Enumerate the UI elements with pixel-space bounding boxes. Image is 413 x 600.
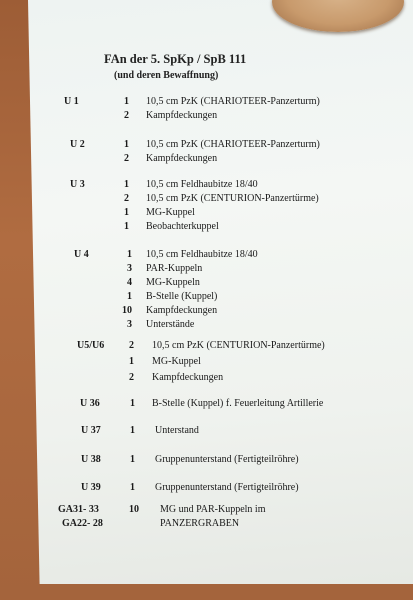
armament-item — [0, 179, 413, 192]
armament-item — [0, 277, 413, 290]
armament-item — [0, 110, 413, 123]
armament-item — [0, 207, 413, 220]
unit-code: U 4 — [74, 249, 89, 260]
armament-quantity: 10 — [122, 305, 132, 316]
armament-quantity: 1 — [124, 179, 129, 190]
armament-description: PAR-Kuppeln — [146, 263, 203, 274]
armament-description: 10,5 cm PzK (CHARIOTEER-Panzerturm) — [146, 139, 320, 150]
armament-item — [0, 372, 413, 385]
unit-code: U 37 — [81, 425, 101, 436]
armament-description: Kampfdeckungen — [152, 372, 224, 383]
unit-code: U 39 — [81, 482, 101, 493]
unit-code: U5/U6 — [77, 340, 105, 351]
unit-code: U 38 — [81, 454, 101, 465]
armament-item — [0, 454, 413, 467]
armament-quantity: 1 — [130, 454, 135, 465]
armament-quantity: 2 — [124, 153, 129, 164]
armament-description: Kampfdeckungen — [146, 305, 218, 316]
armament-item — [0, 504, 413, 517]
armament-quantity: 1 — [130, 425, 135, 436]
armament-quantity: 2 — [129, 340, 134, 351]
armament-quantity: 4 — [127, 277, 132, 288]
armament-quantity: 2 — [129, 372, 134, 383]
armament-description: Beobachterkuppel — [146, 221, 219, 232]
armament-item — [0, 398, 413, 411]
armament-item — [0, 305, 413, 318]
armament-quantity: 2 — [124, 110, 129, 121]
armament-description: Gruppenunterstand (Fertigteilröhre) — [155, 454, 299, 465]
armament-description: PANZERGRABEN — [160, 518, 240, 529]
armament-item — [0, 291, 413, 304]
armament-item — [0, 319, 413, 332]
armament-description: Kampfdeckungen — [146, 153, 218, 164]
armament-description: 10,5 cm PzK (CHARIOTEER-Panzerturm) — [146, 96, 320, 107]
armament-description: Kampfdeckungen — [146, 110, 218, 121]
document-subtitle: (und deren Bewaffnung) — [114, 70, 219, 81]
armament-item — [0, 153, 413, 166]
armament-item — [0, 221, 413, 234]
armament-quantity: 1 — [124, 207, 129, 218]
armament-quantity: 2 — [124, 193, 129, 204]
armament-description: MG-Kuppel — [146, 207, 195, 218]
unit-code: U 36 — [80, 398, 100, 409]
armament-description: 10,5 cm PzK (CENTURION-Panzertürme) — [152, 340, 325, 351]
armament-description: Gruppenunterstand (Fertigteilröhre) — [155, 482, 299, 493]
document-title: FAn der 5. SpKp / SpB 111 — [104, 52, 247, 66]
armament-quantity: 1 — [130, 398, 135, 409]
armament-description: MG-Kuppeln — [146, 277, 200, 288]
armament-item — [0, 518, 413, 531]
armament-item — [0, 340, 413, 353]
unit-code-secondary: GA22- 28 — [62, 518, 103, 529]
armament-quantity: 1 — [127, 291, 132, 302]
armament-quantity: 3 — [127, 263, 132, 274]
armament-item — [0, 96, 413, 109]
armament-item — [0, 263, 413, 276]
armament-item — [0, 356, 413, 369]
armament-quantity: 1 — [129, 356, 134, 367]
armament-item — [0, 482, 413, 495]
armament-item — [0, 139, 413, 152]
armament-item — [0, 249, 413, 262]
armament-description: MG und PAR-Kuppeln im — [160, 504, 266, 515]
armament-quantity: 1 — [130, 482, 135, 493]
unit-code: GA31- 33 — [58, 504, 99, 515]
armament-description: Unterstände — [146, 319, 195, 330]
armament-quantity: 1 — [124, 139, 129, 150]
document-title-block — [104, 52, 294, 81]
armament-description: 10,5 cm Feldhaubitze 18/40 — [146, 179, 258, 190]
armament-description: B-Stelle (Kuppel) — [146, 291, 218, 302]
armament-description: 10,5 cm Feldhaubitze 18/40 — [146, 249, 258, 260]
armament-quantity: 1 — [124, 221, 129, 232]
armament-description: 10,5 cm PzK (CENTURION-Panzertürme) — [146, 193, 319, 204]
armament-item — [0, 193, 413, 206]
armament-item — [0, 425, 413, 438]
unit-code: U 1 — [64, 96, 79, 107]
unit-code: U 2 — [70, 139, 85, 150]
armament-description: MG-Kuppel — [152, 356, 201, 367]
armament-quantity: 1 — [124, 96, 129, 107]
armament-quantity: 10 — [129, 504, 139, 515]
armament-description: Unterstand — [155, 425, 199, 436]
armament-quantity: 1 — [127, 249, 132, 260]
armament-quantity: 3 — [127, 319, 132, 330]
armament-description: B-Stelle (Kuppel) f. Feuerleitung Artillerie — [152, 398, 324, 409]
unit-code: U 3 — [70, 179, 85, 190]
